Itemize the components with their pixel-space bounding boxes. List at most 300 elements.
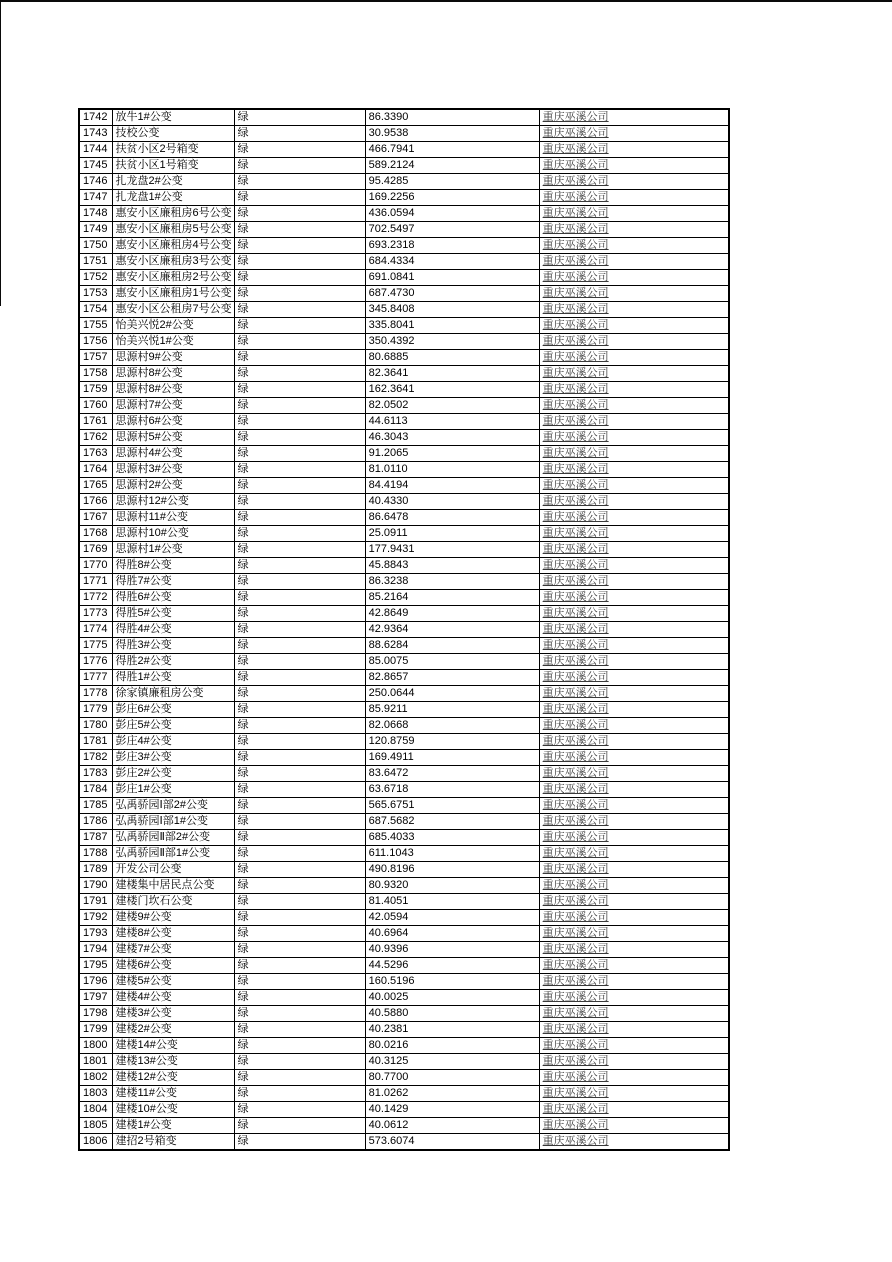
status-cell: 绿 [234,430,365,446]
table-row [79,990,729,1006]
company-cell [539,574,729,590]
row-number-cell: 1785 [79,798,112,814]
status-cell: 绿 [234,1102,365,1118]
table-row [79,686,729,702]
company-cell [539,766,729,782]
table-row [79,158,729,174]
value-cell: 80.7700 [365,1070,539,1086]
company-link[interactable]: 重庆巫溪公司 [542,319,609,331]
company-cell [539,158,729,174]
row-number-cell: 1802 [79,1070,112,1086]
device-name-cell: 思源村8#公变 [112,382,234,398]
row-number-cell: 1757 [79,350,112,366]
row-number-cell: 1786 [79,814,112,830]
status-cell: 绿 [234,350,365,366]
row-number-cell: 1761 [79,414,112,430]
status-cell: 绿 [234,109,365,126]
company-link[interactable]: 重庆巫溪公司 [542,543,609,555]
status-cell: 绿 [234,302,365,318]
company-cell [539,318,729,334]
status-cell: 绿 [234,1070,365,1086]
value-cell: 40.0612 [365,1118,539,1134]
status-cell: 绿 [234,734,365,750]
company-cell [539,990,729,1006]
row-number-cell: 1747 [79,190,112,206]
status-cell: 绿 [234,398,365,414]
company-link[interactable]: 重庆巫溪公司 [542,495,609,507]
row-number-cell: 1775 [79,638,112,654]
status-cell: 绿 [234,510,365,526]
company-cell [539,1102,729,1118]
company-link[interactable]: 重庆巫溪公司 [542,447,609,459]
company-link[interactable]: 重庆巫溪公司 [542,879,609,891]
row-number-cell: 1796 [79,974,112,990]
company-link[interactable]: 重庆巫溪公司 [542,1039,609,1051]
value-cell: 25.0911 [365,526,539,542]
status-cell: 绿 [234,766,365,782]
company-link[interactable]: 重庆巫溪公司 [542,415,609,427]
device-name-cell: 惠安小区廉租房4号公变 [112,238,234,254]
value-cell: 335.8041 [365,318,539,334]
row-number-cell: 1767 [79,510,112,526]
status-cell: 绿 [234,334,365,350]
row-number-cell: 1773 [79,606,112,622]
company-link[interactable]: 重庆巫溪公司 [542,559,609,571]
page-top-edge [0,0,892,2]
row-number-cell: 1748 [79,206,112,222]
company-cell [539,334,729,350]
table-row [79,750,729,766]
status-cell: 绿 [234,798,365,814]
company-cell [539,1022,729,1038]
company-link[interactable]: 重庆巫溪公司 [542,847,609,859]
company-link[interactable]: 重庆巫溪公司 [542,591,609,603]
status-cell: 绿 [234,654,365,670]
table-row [79,430,729,446]
company-link[interactable]: 重庆巫溪公司 [542,271,609,283]
row-number-cell: 1746 [79,174,112,190]
device-name-cell: 思源村9#公变 [112,350,234,366]
row-number-cell: 1742 [79,109,112,126]
row-number-cell: 1754 [79,302,112,318]
company-cell [539,462,729,478]
row-number-cell: 1803 [79,1086,112,1102]
row-number-cell: 1778 [79,686,112,702]
company-link[interactable]: 重庆巫溪公司 [542,607,609,619]
company-link[interactable]: 重庆巫溪公司 [542,991,609,1003]
company-cell [539,478,729,494]
row-number-cell: 1749 [79,222,112,238]
row-number-cell: 1777 [79,670,112,686]
table-row [79,462,729,478]
value-cell: 44.6113 [365,414,539,430]
table-row [79,1070,729,1086]
company-link[interactable]: 重庆巫溪公司 [542,719,609,731]
company-cell [539,590,729,606]
status-cell: 绿 [234,174,365,190]
company-cell [539,830,729,846]
value-cell: 86.3238 [365,574,539,590]
company-cell [539,638,729,654]
value-cell: 160.5196 [365,974,539,990]
company-cell [539,382,729,398]
company-cell [539,238,729,254]
company-link[interactable]: 重庆巫溪公司 [542,463,609,475]
value-cell: 40.6964 [365,926,539,942]
value-cell: 120.8759 [365,734,539,750]
table-row [79,382,729,398]
table-row [79,798,729,814]
table-row [79,734,729,750]
value-cell: 589.2124 [365,158,539,174]
value-cell: 44.5296 [365,958,539,974]
company-link[interactable]: 重庆巫溪公司 [542,1055,609,1067]
company-link[interactable]: 重庆巫溪公司 [542,703,609,715]
table-row [79,478,729,494]
company-cell [539,734,729,750]
device-name-cell: 建楼10#公变 [112,1102,234,1118]
status-cell: 绿 [234,702,365,718]
value-cell: 95.4285 [365,174,539,190]
company-link[interactable]: 重庆巫溪公司 [542,223,609,235]
company-cell [539,494,729,510]
company-link[interactable]: 重庆巫溪公司 [542,911,609,923]
company-cell [539,798,729,814]
row-number-cell: 1795 [79,958,112,974]
company-link[interactable]: 重庆巫溪公司 [542,671,609,683]
row-number-cell: 1766 [79,494,112,510]
company-link[interactable]: 重庆巫溪公司 [542,479,609,491]
status-cell: 绿 [234,574,365,590]
row-number-cell: 1804 [79,1102,112,1118]
company-cell [539,862,729,878]
company-cell [539,1118,729,1134]
status-cell: 绿 [234,1054,365,1070]
table-row [79,1022,729,1038]
value-cell: 40.5880 [365,1006,539,1022]
device-name-cell: 建楼2#公变 [112,1022,234,1038]
row-number-cell: 1779 [79,702,112,718]
row-number-cell: 1758 [79,366,112,382]
company-cell [539,1134,729,1151]
value-cell: 40.1429 [365,1102,539,1118]
value-cell: 42.0594 [365,910,539,926]
value-cell: 684.4334 [365,254,539,270]
table-row [79,1054,729,1070]
row-number-cell: 1771 [79,574,112,590]
company-link[interactable]: 重庆巫溪公司 [542,863,609,875]
device-name-cell: 扎龙盘2#公变 [112,174,234,190]
company-link[interactable]: 重庆巫溪公司 [542,351,609,363]
company-link[interactable]: 重庆巫溪公司 [542,639,609,651]
status-cell: 绿 [234,782,365,798]
company-cell [539,174,729,190]
device-name-cell: 思源村1#公变 [112,542,234,558]
table-row [79,846,729,862]
value-cell: 573.6074 [365,1134,539,1151]
company-link[interactable]: 重庆巫溪公司 [542,1103,609,1115]
company-link[interactable]: 重庆巫溪公司 [542,655,609,667]
status-cell: 绿 [234,894,365,910]
row-number-cell: 1759 [79,382,112,398]
company-cell [539,430,729,446]
company-link[interactable]: 重庆巫溪公司 [542,975,609,987]
table-row [79,350,729,366]
company-link[interactable]: 重庆巫溪公司 [542,815,609,827]
device-name-cell: 建楼1#公变 [112,1118,234,1134]
table-row [79,446,729,462]
company-cell [539,558,729,574]
company-link[interactable]: 重庆巫溪公司 [542,895,609,907]
value-cell: 685.4033 [365,830,539,846]
status-cell: 绿 [234,158,365,174]
value-cell: 169.2256 [365,190,539,206]
device-name-cell: 放牛1#公变 [112,109,234,126]
status-cell: 绿 [234,638,365,654]
status-cell: 绿 [234,958,365,974]
status-cell: 绿 [234,542,365,558]
company-cell [539,974,729,990]
status-cell: 绿 [234,494,365,510]
company-cell [539,126,729,142]
row-number-cell: 1764 [79,462,112,478]
table-row [79,766,729,782]
table-row [79,270,729,286]
table-row [79,142,729,158]
company-link[interactable]: 重庆巫溪公司 [542,1007,609,1019]
table-row [79,174,729,190]
company-cell [539,542,729,558]
company-cell [539,206,729,222]
table-row [79,510,729,526]
device-name-cell: 彭庄4#公变 [112,734,234,750]
company-link[interactable]: 重庆巫溪公司 [542,527,609,539]
value-cell: 81.0262 [365,1086,539,1102]
value-cell: 687.4730 [365,286,539,302]
value-cell: 702.5497 [365,222,539,238]
device-name-cell: 弘禹骄园Ⅱ部1#公变 [112,846,234,862]
device-name-cell: 思源村11#公变 [112,510,234,526]
value-cell: 91.2065 [365,446,539,462]
company-link[interactable]: 重庆巫溪公司 [542,399,609,411]
row-number-cell: 1755 [79,318,112,334]
company-link[interactable]: 重庆巫溪公司 [542,623,609,635]
value-cell: 42.8649 [365,606,539,622]
company-link[interactable]: 重庆巫溪公司 [542,335,609,347]
device-name-cell: 建楼13#公变 [112,1054,234,1070]
value-cell: 86.6478 [365,510,539,526]
status-cell: 绿 [234,1038,365,1054]
row-number-cell: 1801 [79,1054,112,1070]
company-link[interactable]: 重庆巫溪公司 [542,175,609,187]
status-cell: 绿 [234,862,365,878]
value-cell: 80.6885 [365,350,539,366]
company-cell [539,670,729,686]
status-cell: 绿 [234,222,365,238]
table-row [79,398,729,414]
value-cell: 80.9320 [365,878,539,894]
company-cell [539,510,729,526]
table-row [79,206,729,222]
company-cell [539,414,729,430]
device-name-cell: 彭庄3#公变 [112,750,234,766]
company-link[interactable]: 重庆巫溪公司 [542,959,609,971]
company-link[interactable]: 重庆巫溪公司 [542,207,609,219]
company-link[interactable]: 重庆巫溪公司 [542,927,609,939]
table-row [79,334,729,350]
company-cell [539,302,729,318]
device-name-cell: 思源村2#公变 [112,478,234,494]
company-cell [539,366,729,382]
table-row [79,318,729,334]
table-row [79,1086,729,1102]
device-name-cell: 建楼门坎石公变 [112,894,234,910]
table-row [79,638,729,654]
company-link[interactable]: 重庆巫溪公司 [542,367,609,379]
company-cell [539,846,729,862]
row-number-cell: 1776 [79,654,112,670]
row-number-cell: 1790 [79,878,112,894]
row-number-cell: 1762 [79,430,112,446]
company-link[interactable]: 重庆巫溪公司 [542,239,609,251]
company-link[interactable]: 重庆巫溪公司 [542,1071,609,1083]
table-row [79,222,729,238]
row-number-cell: 1791 [79,894,112,910]
device-name-cell: 得胜5#公变 [112,606,234,622]
value-cell: 40.4330 [365,494,539,510]
value-cell: 350.4392 [365,334,539,350]
company-link[interactable]: 重庆巫溪公司 [542,255,609,267]
device-name-cell: 得胜2#公变 [112,654,234,670]
company-link[interactable]: 重庆巫溪公司 [542,575,609,587]
value-cell: 466.7941 [365,142,539,158]
table-row [79,910,729,926]
row-number-cell: 1751 [79,254,112,270]
company-cell [539,1054,729,1070]
device-name-cell: 思源村12#公变 [112,494,234,510]
table-row [79,782,729,798]
status-cell: 绿 [234,622,365,638]
company-cell [539,718,729,734]
company-link[interactable]: 重庆巫溪公司 [542,511,609,523]
company-link[interactable]: 重庆巫溪公司 [542,687,609,699]
row-number-cell: 1797 [79,990,112,1006]
value-cell: 565.6751 [365,798,539,814]
table-row [79,830,729,846]
company-cell [539,622,729,638]
company-cell [539,894,729,910]
transformer-data-table [78,108,730,1151]
company-link[interactable]: 重庆巫溪公司 [542,1119,609,1131]
row-number-cell: 1760 [79,398,112,414]
device-name-cell: 建楼7#公变 [112,942,234,958]
company-link[interactable]: 重庆巫溪公司 [542,831,609,843]
company-cell [539,270,729,286]
company-link[interactable]: 重庆巫溪公司 [542,127,609,139]
company-link[interactable]: 重庆巫溪公司 [542,943,609,955]
page-left-edge [0,0,1,306]
device-name-cell: 得胜8#公变 [112,558,234,574]
table-row [79,558,729,574]
company-link[interactable]: 重庆巫溪公司 [542,799,609,811]
company-link[interactable]: 重庆巫溪公司 [542,783,609,795]
company-cell [539,398,729,414]
value-cell: 42.9364 [365,622,539,638]
row-number-cell: 1768 [79,526,112,542]
table-row [79,414,729,430]
company-link[interactable]: 重庆巫溪公司 [542,303,609,315]
company-link[interactable]: 重庆巫溪公司 [542,1023,609,1035]
company-cell [539,958,729,974]
value-cell: 40.3125 [365,1054,539,1070]
device-name-cell: 扶贫小区1号箱变 [112,158,234,174]
value-cell: 80.0216 [365,1038,539,1054]
status-cell: 绿 [234,910,365,926]
company-link[interactable]: 重庆巫溪公司 [542,143,609,155]
table-row [79,1102,729,1118]
company-link[interactable]: 重庆巫溪公司 [542,767,609,779]
row-number-cell: 1787 [79,830,112,846]
table-row [79,286,729,302]
company-link[interactable]: 重庆巫溪公司 [542,1135,609,1147]
value-cell: 86.3390 [365,109,539,126]
row-number-cell: 1769 [79,542,112,558]
company-link[interactable]: 重庆巫溪公司 [542,287,609,299]
table-row [79,366,729,382]
row-number-cell: 1792 [79,910,112,926]
company-link[interactable]: 重庆巫溪公司 [542,191,609,203]
device-name-cell: 建招2号箱变 [112,1134,234,1151]
status-cell: 绿 [234,254,365,270]
company-link[interactable]: 重庆巫溪公司 [542,735,609,747]
device-name-cell: 建楼8#公变 [112,926,234,942]
company-cell [539,878,729,894]
company-link[interactable]: 重庆巫溪公司 [542,111,609,123]
device-name-cell: 思源村7#公变 [112,398,234,414]
device-name-cell: 建楼12#公变 [112,1070,234,1086]
company-cell [539,142,729,158]
status-cell: 绿 [234,1134,365,1151]
company-link[interactable]: 重庆巫溪公司 [542,1087,609,1099]
table-row [79,574,729,590]
status-cell: 绿 [234,590,365,606]
device-name-cell: 建楼集中居民点公变 [112,878,234,894]
company-link[interactable]: 重庆巫溪公司 [542,383,609,395]
status-cell: 绿 [234,142,365,158]
table-row [79,974,729,990]
company-cell [539,926,729,942]
company-cell [539,1070,729,1086]
status-cell: 绿 [234,990,365,1006]
status-cell: 绿 [234,1022,365,1038]
row-number-cell: 1784 [79,782,112,798]
row-number-cell: 1793 [79,926,112,942]
status-cell: 绿 [234,670,365,686]
status-cell: 绿 [234,414,365,430]
value-cell: 40.9396 [365,942,539,958]
company-link[interactable]: 重庆巫溪公司 [542,431,609,443]
company-cell [539,910,729,926]
status-cell: 绿 [234,878,365,894]
row-number-cell: 1794 [79,942,112,958]
company-link[interactable]: 重庆巫溪公司 [542,159,609,171]
value-cell: 81.4051 [365,894,539,910]
status-cell: 绿 [234,558,365,574]
value-cell: 169.4911 [365,750,539,766]
company-cell [539,1038,729,1054]
company-link[interactable]: 重庆巫溪公司 [542,751,609,763]
value-cell: 82.3641 [365,366,539,382]
